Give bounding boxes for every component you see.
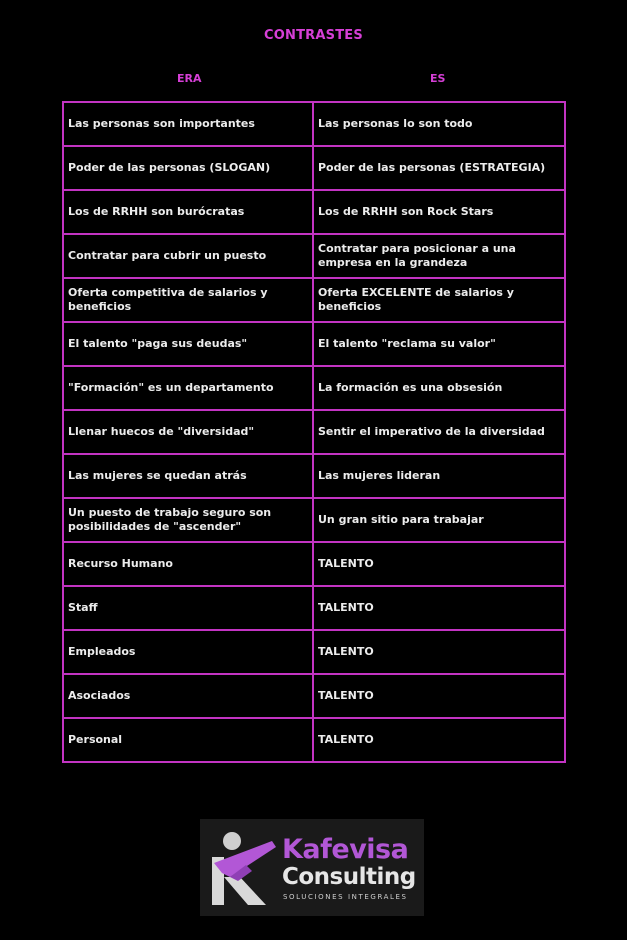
table-row [63,278,565,322]
cell-es: Oferta EXCELENTE de salarios y beneficios [313,278,565,322]
cell-es: Sentir el imperativo de la diversidad [313,410,565,454]
table-row [63,146,565,190]
cell-era: Recurso Humano [63,542,313,586]
table-row [63,674,565,718]
cell-es: TALENTO [313,542,565,586]
cell-era: Llenar huecos de "diversidad" [63,410,313,454]
cell-era: "Formación" es un departamento [63,366,313,410]
cell-era: El talento "paga sus deudas" [63,322,313,366]
cell-era: Poder de las personas (SLOGAN) [63,146,313,190]
table-row [63,234,565,278]
cell-era: Personal [63,718,313,762]
column-header-es: ES [430,72,446,85]
cell-era: Staff [63,586,313,630]
logo-name: Kafevisa [282,834,409,865]
cell-era: Asociados [63,674,313,718]
table-row [63,190,565,234]
cell-era: Oferta competitiva de salarios y beneficios [63,278,313,322]
cell-es: Las personas lo son todo [313,102,565,146]
column-header-era: ERA [177,72,202,85]
cell-era: Las personas son importantes [63,102,313,146]
cell-es: Poder de las personas (ESTRATEGIA) [313,146,565,190]
cell-era: Las mujeres se quedan atrás [63,454,313,498]
cell-es: Los de RRHH son Rock Stars [313,190,565,234]
contrast-table [62,101,566,763]
cell-es: Las mujeres lideran [313,454,565,498]
cell-era: Contratar para cubrir un puesto [63,234,313,278]
cell-es: TALENTO [313,718,565,762]
table-row [63,630,565,674]
cell-era: Los de RRHH son burócratas [63,190,313,234]
table-row [63,322,565,366]
table-row [63,542,565,586]
cell-era: Un puesto de trabajo seguro son posibilidades de "ascender" [63,498,313,542]
table-row [63,366,565,410]
cell-es: El talento "reclama su valor" [313,322,565,366]
cell-es: TALENTO [313,630,565,674]
table-row [63,586,565,630]
table-row [63,454,565,498]
cell-es: TALENTO [313,586,565,630]
cell-es: TALENTO [313,674,565,718]
cell-es: Un gran sitio para trabajar [313,498,565,542]
cell-es: La formación es una obsesión [313,366,565,410]
table-row [63,498,565,542]
table-row [63,718,565,762]
page-title: CONTRASTES [264,28,363,43]
logo-subtitle: Consulting [282,864,416,890]
cell-es: Contratar para posicionar a una empresa en la grandeza [313,234,565,278]
logo-tagline: SOLUCIONES INTEGRALES [283,893,408,901]
company-logo [200,819,424,916]
table-row [63,102,565,146]
table-row [63,410,565,454]
cell-era: Empleados [63,630,313,674]
